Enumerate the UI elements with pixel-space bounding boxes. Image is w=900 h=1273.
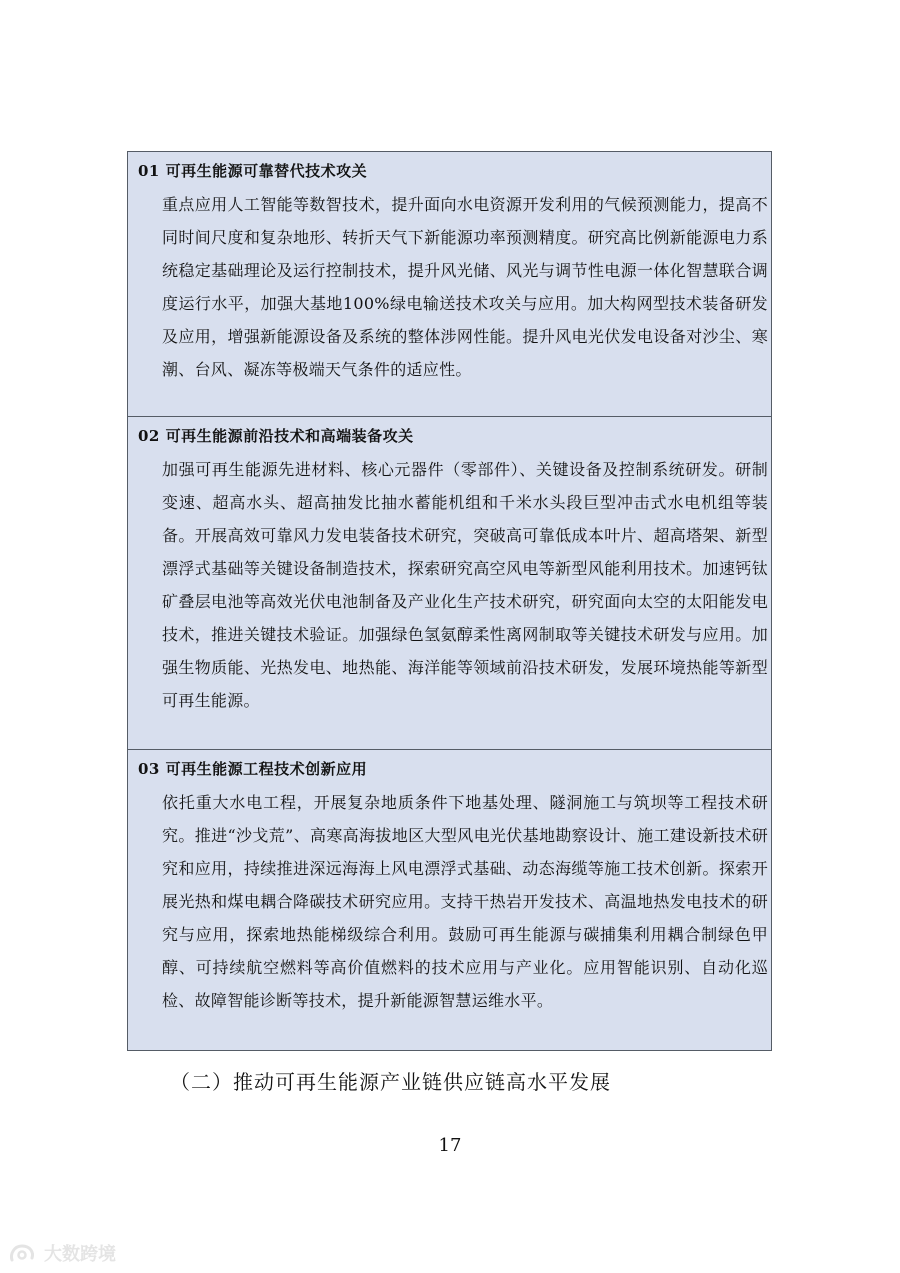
section-02-body: 加强可再生能源先进材料、核心元器件（零部件）、关键设备及控制系统研发。研制变速、超高水头、超高抽发比抽水蓄能机组和千米水头段巨型冲击式水电机组等装备。开展高效可靠风力发电装备技术研究，突破高可靠低成本叶片、超高塔架、新型漂浮式基础等关键设备制造技术，探索研究高空风电等新型风能利用技术。加速钙钛矿叠层电池等高效光伏电池制备及产业化生产技术研究，研究面向太空的太阳能发电技术，推进关键技术验证。加强绿色氢氨醇柔性离网制取等关键技术研发与应用。加强生物质能、光热发电、地热能、海洋能等领域前沿技术研发，发展环境热能等新型可再生能源。	[162, 460, 768, 710]
section-02-box	[127, 417, 772, 750]
section-02-title: 02 可再生能源前沿技术和高端装备攻关	[138, 427, 414, 445]
section-01-title: 01 可再生能源可靠替代技术攻关	[138, 162, 368, 180]
section-03-box	[127, 750, 772, 1051]
section-03-body: 依托重大水电工程，开展复杂地质条件下地基处理、隧洞施工与筑坝等工程技术研究。推进“沙戈荒”、高寒高海拔地区大型风电光伏基地勘察设计、施工建设新技术研究和应用，持续推进深远海海上风电漂浮式基础、动态海缆等施工技术创新。探索开展光热和煤电耦合降碳技术研究应用。支持干热岩开发技术、高温地热发电技术的研究与应用，探索地热能梯级综合利用。鼓励可再生能源与碳捕集利用耦合制绿色甲醇、可持续航空燃料等高价值燃料的技术应用与产业化。应用智能识别、自动化巡检、故障智能诊断等技术，提升新能源智慧运维水平。	[162, 793, 768, 1010]
section-01-box	[127, 151, 772, 417]
section-03-title: 03 可再生能源工程技术创新应用	[138, 760, 368, 778]
section-01-body: 重点应用人工智能等数智技术，提升面向水电资源开发利用的气候预测能力，提高不同时间尺度和复杂地形、转折天气下新能源功率预测精度。研究高比例新能源电力系统稳定基础理论及运行控制技术，提升风光储、风光与调节性电源一体化智慧联合调度运行水平，加强大基地100%绿电输送技术攻关与应用。加大构网型技术装备研发及应用，增强新能源设备及系统的整体涉网性能。提升风电光伏发电设备对沙尘、寒潮、台风、凝冻等极端天气条件的适应性。	[162, 195, 768, 379]
watermark-text: 大数跨境	[44, 1244, 116, 1265]
watermark-logo-icon	[8, 1242, 38, 1264]
watermark	[8, 1240, 116, 1266]
section-heading: （二）推动可再生能源产业链供应链高水平发展	[170, 1070, 611, 1094]
page-number: 17	[438, 1135, 462, 1156]
